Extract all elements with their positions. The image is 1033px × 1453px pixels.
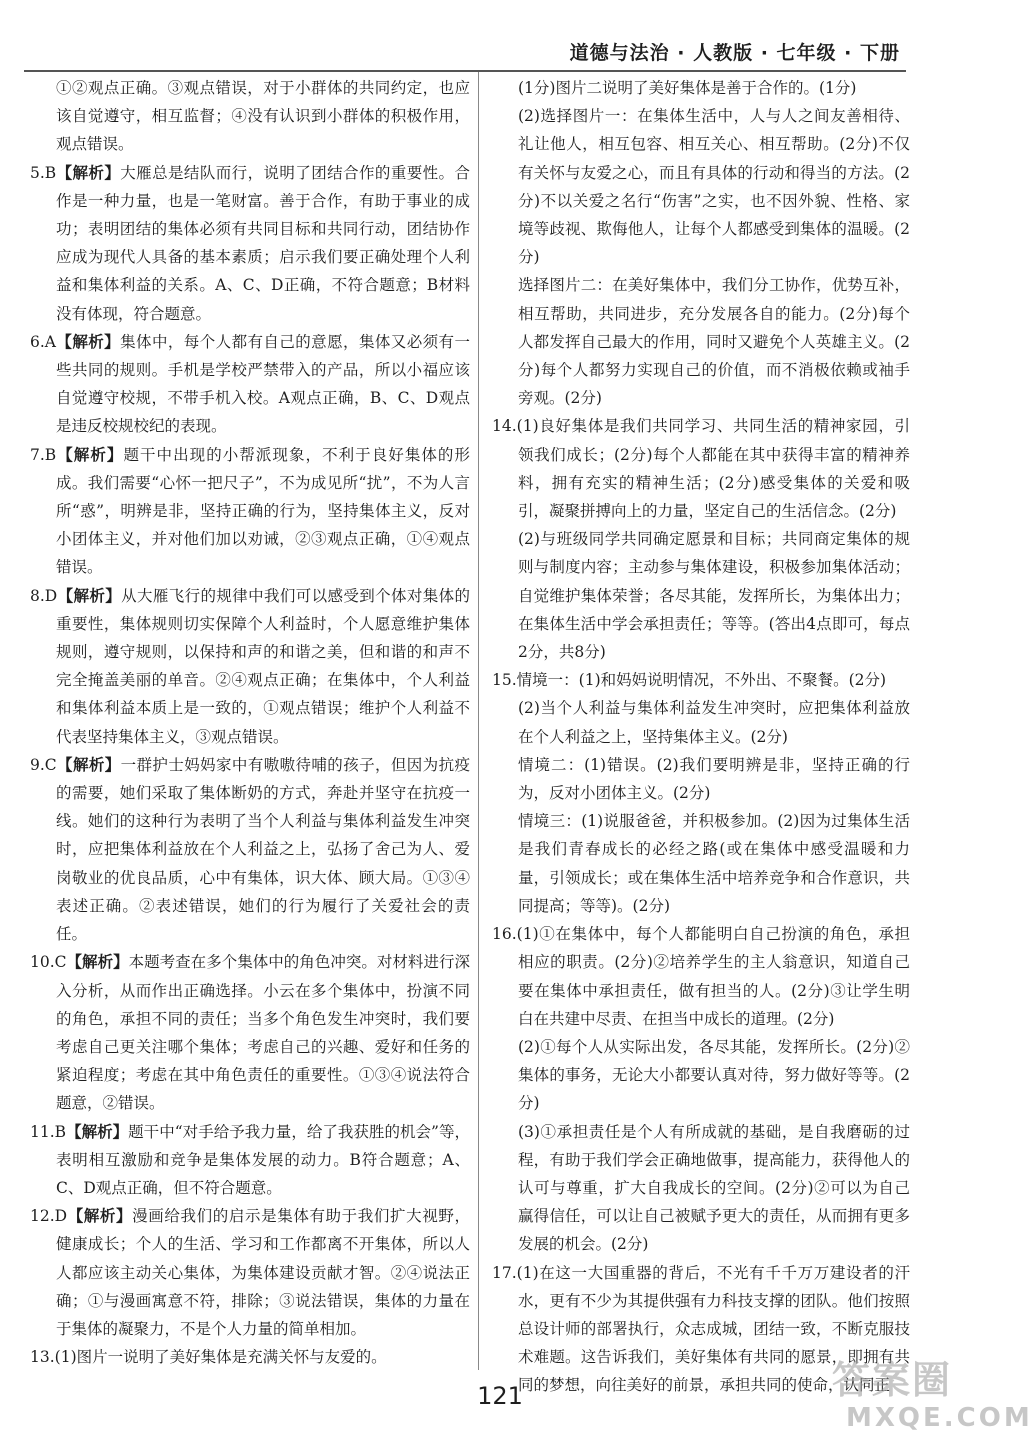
answer-number: 12.D: [30, 1207, 68, 1226]
answer-continuation: [492, 102, 910, 271]
analysis-tag: 【解析】: [56, 162, 121, 182]
answer-number: 8.D: [30, 586, 58, 605]
analysis-tag: 【解析】: [66, 1121, 129, 1141]
answer-text: 集体中，每个人都有自己的意愿，集体又必须有一些共同的规则。手机是学校严禁带入的产品，所以小福应该自觉遵守校规，不带手机入校。A观点正确，B、C、D观点是违反校规校纪的表现。: [56, 332, 470, 436]
answer-number: 13.: [30, 1348, 55, 1367]
answer-text: (1)①在集体中，每个人都能明白自己扮演的角色，承担相应的职责。(2分)②培养学生的主人翁意识，知道自己要在集体中承担责任，做有担当的人。(2分)③让学生明白在共建中尽责、在担当中成长的道理。(2分): [516, 925, 910, 1028]
answer-item: [30, 159, 470, 328]
answer-text: (3)①承担责任是个人有所成就的基础，是自我磨砺的过程，有助于我们学会正确地做事，提高能力，获得他人的认可与尊重，扩大自我成长的空间。(2分)②可以为自己赢得信任，可以让自己被赋予更大的责任，从而拥有更多发展的机会。(2分): [518, 1122, 910, 1254]
answer-item: [492, 666, 910, 694]
answer-text: 选择图片二：在美好集体中，我们分工协作，优势互补，相互帮助，共同进步，充分发展各自的能力。(2分)每个人都发挥自己最大的作用，同时又避免个人英雄主义。(2分)每个人都努力实现自己的价值，而不消极依赖或袖手旁观。(2分): [518, 276, 910, 408]
watermark-text-top: 答案圈: [832, 1358, 953, 1402]
analysis-tag: 【解析】: [67, 1206, 133, 1226]
answer-text: 漫画给我们的启示是集体有助于我们扩大视野，健康成长；个人的生活、学习和工作都离不开集体，所以人人都应该主动关心集体，为集体建设贡献才智。②④说法正确；①与漫画寓意不符，排除；③说法错误，集体的力量在于集体的凝聚力，不是个人力量的简单相加。: [56, 1207, 470, 1338]
answer-text: (1)良好集体是我们共同学习、共同生活的精神家园，引领我们成长；(2分)每个人都能在其中获得丰富的精神养料，拥有充实的精神生活；(2分)感受集体的关爱和吸引，凝聚拼搏向上的力量，坚定自己的生活信念。(2分): [516, 417, 910, 521]
answer-continuation: [492, 1118, 910, 1259]
right-column: [492, 74, 910, 1400]
answer-item: [492, 920, 910, 1033]
answer-text: (2)当个人利益与集体利益发生冲突时，应把集体利益放在个人利益之上，坚持集体主义。(2分): [518, 699, 910, 746]
answer-text: (1)图片一说明了美好集体是充满关怀与友爱的。: [54, 1348, 387, 1367]
answer-continuation: [492, 751, 910, 807]
answer-number: 17.: [492, 1263, 517, 1282]
answer-text: (2)与班级同学共同确定愿景和目标；共同商定集体的规则与制度内容；主动参与集体建设，积极参加集体活动；自觉维护集体荣誉；各尽其能，发挥所长，为集体出力；在集体生活中学会承担责任；等等。(答出4点即可，每点2分，共8分): [518, 530, 910, 662]
analysis-tag: 【解析】: [56, 754, 121, 774]
answer-text: 情境一：(1)和妈妈说明情况，不外出、不聚餐。(2分): [516, 671, 887, 690]
answer-text: ①②观点正确。③观点错误，对于小群体的共同约定，也应该自觉遵守，相互监督；④没有认识到小群体的积极作用，观点错误。: [56, 79, 470, 154]
answer-text: 一群护士妈妈家中有嗷嗷待哺的孩子，但因为抗疫的需要，她们采取了集体断奶的方式，奔赴并坚守在抗疫一线。她们的这种行为表明了当个人利益与集体利益发生冲突时，应把集体利益放在个人利益之上，弘扬了舍己为人、爱岗敬业的优良品质，心中有集体，识大体、顾大局。①③④表述正确。②表述错误，她们的行为履行了关爱社会的责任。: [56, 755, 470, 944]
answer-item: [30, 328, 470, 441]
answer-text: (2)选择图片一：在集体生活中，人与人之间友善相待、礼让他人，相互包容、相互关心、相互帮助。(2分)不仅有关怀与友爱之心，而且有具体的行动和得当的方法。(2分)不以关爱之名行“伤害”之实，也不因外貌、性格、家境等歧视、欺侮他人，让每个人都感受到集体的温暖。(2分): [518, 107, 910, 267]
header-rule: [24, 70, 906, 72]
answer-item: [30, 441, 470, 582]
analysis-tag: 【解析】: [56, 444, 124, 464]
watermark-text-bottom: MXQE.COM: [846, 1403, 1033, 1433]
answer-text: 从大雁飞行的规律中我们可以感受到个体对集体的重要性，集体规则切实保障个人利益时，个人愿意维护集体规则，遵守规则，以保持和声的和谐之美，但和谐的和声不完全掩盖美丽的单音。②④观点正确；在集体中，个人利益和集体利益本质上是一致的，①观点错误；维护个人利益不代表坚持集体主义，③观点错误。: [56, 586, 470, 746]
answer-item: [30, 948, 470, 1117]
answer-continuation: [30, 74, 470, 159]
answer-item: [30, 1202, 470, 1343]
answer-item: [30, 1118, 470, 1203]
analysis-tag: 【解析】: [66, 952, 129, 972]
answer-text: (1)在这一大国重器的背后，不光有千千万万建设者的汗水，更有不少为其提供强有力科技支撑的团队。他们按照总设计师的部署执行，众志成城，团结一致，不断克服技术难题。这告诉我们，美好集体有共同的愿景，即拥有共同的梦想，向往美好的前景，承担共同的使命，认同正: [516, 1263, 910, 1395]
answer-continuation: [492, 807, 910, 920]
answer-text: 题干中出现的小帮派现象，不利于良好集体的形成。我们需要“心怀一把尺子”，不为成见所“扰”，不为人言所“惑”，明辨是非，坚持正确的行为，坚持集体主义，反对小团体主义，并对他们加以劝诫，②③观点正确，①④观点错误。: [56, 445, 470, 577]
answer-text: 情境二：(1)错误。(2)我们要明辨是非，坚持正确的行为，反对小团体主义。(2分): [518, 755, 910, 803]
answer-number: 10.C: [30, 953, 67, 972]
answer-text: 本题考查在多个集体中的角色冲突。对材料进行深入分析，从而作出正确选择。小云在多个集体中，扮演不同的角色，承担不同的责任；当多个角色发生冲突时，我们要考虑自己更关注哪个集体；考虑自己的兴趣、爱好和任务的紧迫程度；考虑在其中角色责任的重要性。①③④说法符合题意，②错误。: [56, 953, 470, 1113]
page-number: 121: [477, 1382, 523, 1410]
answer-number: 15.: [492, 671, 517, 690]
answer-number: 5.B: [30, 163, 57, 182]
answer-text: 题干中“对手给予我力量，给了我获胜的机会”等，表明相互激励和竞争是集体发展的动力。B符合题意；A、C、D观点正确，但不符合题意。: [56, 1122, 470, 1197]
answer-number: 9.C: [30, 755, 57, 774]
answer-text: 情境三：(1)说服爸爸，并积极参加。(2)因为过集体生活是我们青春成长的必经之路(或在集体中感受温暖和力量，引领成长；或在集体生活中培养竞争和合作意识，共同提高；等等)。(2分): [518, 812, 910, 915]
answer-continuation: [492, 271, 910, 412]
answer-continuation: [492, 525, 910, 666]
answer-continuation: [492, 1033, 910, 1118]
answer-number: 6.A: [30, 332, 56, 351]
answer-item: [30, 751, 470, 948]
site-watermark-logo: [832, 1358, 1033, 1448]
answer-item: [492, 412, 910, 525]
answer-number: 7.B: [30, 445, 57, 464]
answer-continuation: [492, 74, 910, 102]
running-header: 道德与法治 · 人教版 · 七年级 · 下册: [569, 42, 900, 64]
left-column: [30, 74, 470, 1371]
column-divider: [478, 72, 479, 1370]
answer-text: (2)①每个人从实际出发，各尽其能，发挥所长。(2分)②集体的事务，无论大小都要认真对待，努力做好等等。(2分): [518, 1037, 910, 1113]
answer-number: 14.: [492, 417, 517, 436]
answer-item: [30, 1343, 470, 1371]
analysis-tag: 【解析】: [57, 585, 122, 605]
analysis-tag: 【解析】: [55, 331, 121, 351]
answer-number: 16.: [492, 925, 517, 944]
answer-text: (1分)图片二说明了美好集体是善于合作的。(1分): [518, 79, 857, 97]
answer-item: [30, 582, 470, 751]
answer-number: 11.B: [30, 1122, 67, 1141]
answer-continuation: [492, 694, 910, 750]
answer-text: 大雁总是结队而行，说明了团结合作的重要性。合作是一种力量，也是一笔财富。善于合作，有助于事业的成功；表明团结的集体必须有共同目标和共同行动，团结协作应成为现代人具备的基本素质；启示我们要正确处理个人利益和集体利益的关系。A、C、D正确，不符合题意；B材料没有体现，符合题意。: [56, 163, 470, 323]
